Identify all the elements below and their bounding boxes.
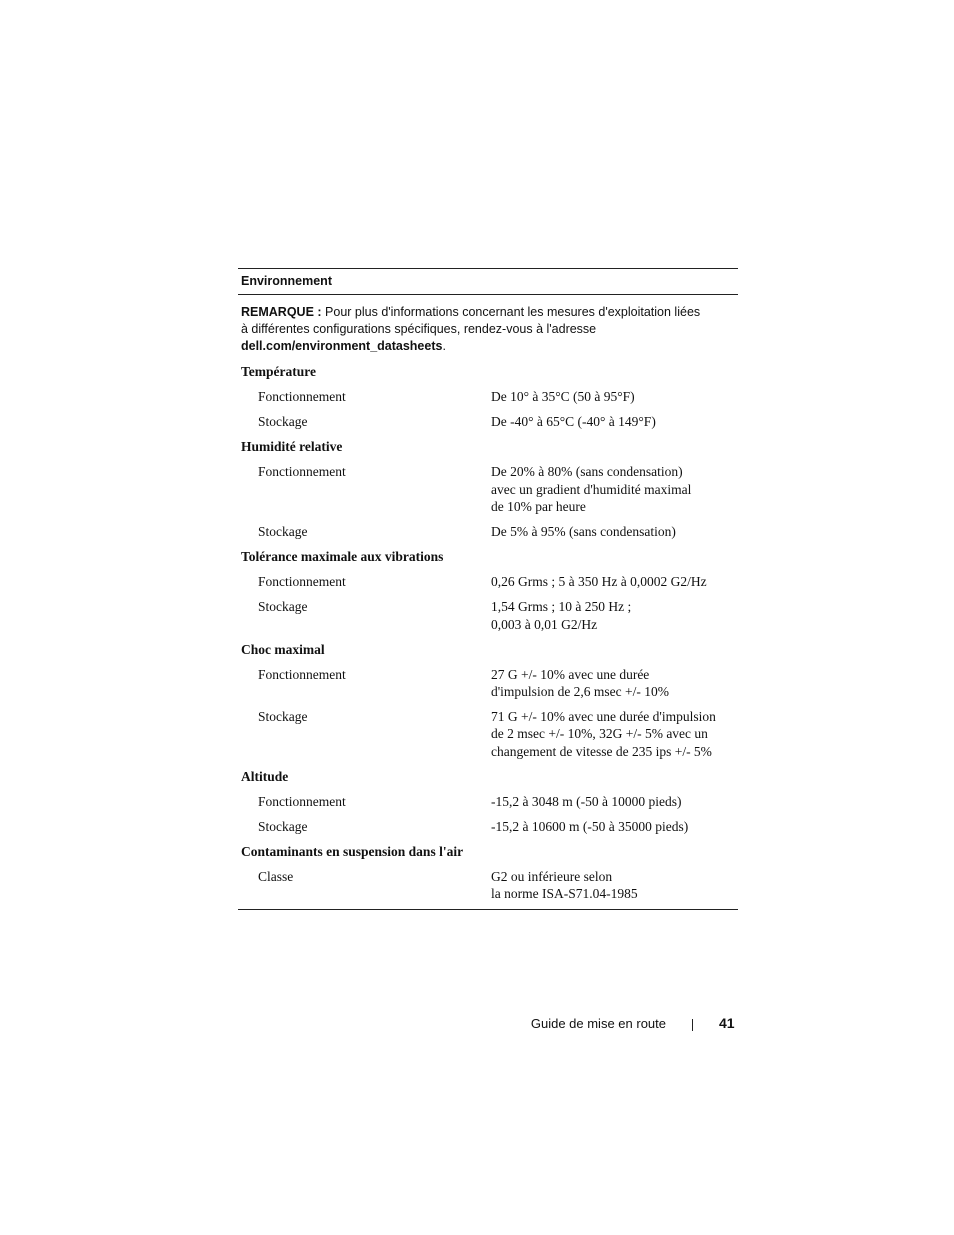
section-title: Humidité relative	[241, 439, 343, 455]
table-row	[238, 708, 738, 760]
footer-guide-title: Guide de mise en route	[530, 1016, 666, 1031]
row-label: Stockage	[258, 599, 308, 615]
note-block	[238, 295, 704, 355]
section-title: Choc maximal	[241, 641, 325, 657]
section-title: Contaminants en suspension dans l'air	[241, 844, 464, 860]
environment-spec-table	[238, 268, 738, 910]
section-title: Altitude	[241, 768, 289, 784]
section-contaminants	[238, 843, 738, 902]
table-row	[238, 388, 738, 405]
row-label: Fonctionnement	[258, 574, 346, 590]
row-label: Fonctionnement	[258, 389, 346, 404]
table-row	[238, 573, 738, 590]
section-title: Température	[241, 364, 316, 379]
footer-divider	[692, 1019, 693, 1031]
table-row	[238, 868, 738, 902]
row-label: Stockage	[258, 414, 308, 430]
row-label: Fonctionnement	[258, 793, 346, 809]
row-value: 0,26 Grms ; 5 à 350 Hz à 0,0002 G2/Hz	[491, 574, 707, 590]
row-value: De 5% à 95% (sans condensation)	[491, 524, 676, 540]
row-value: -15,2 à 3048 m (-50 à 10000 pieds)	[491, 793, 682, 809]
section-altitude	[238, 768, 738, 835]
table-row	[238, 413, 738, 430]
table-row	[238, 666, 738, 700]
row-value: De 20% à 80% (sans condensation) avec un gradient d'humidité maximal de 10% par heure	[491, 464, 692, 514]
note-label: REMARQUE :	[241, 305, 322, 319]
table-row	[238, 793, 738, 810]
row-label: Classe	[258, 869, 294, 885]
section-humidity	[238, 438, 738, 540]
row-value: 27 G +/- 10% avec une durée d'impulsion de 2,6 msec +/- 10%	[491, 666, 670, 700]
row-label: Stockage	[258, 524, 308, 540]
table-row	[238, 523, 738, 540]
section-title: Tolérance maximale aux vibrations	[241, 549, 444, 565]
row-value: De 10° à 35°C (50 à 95°F)	[491, 389, 635, 404]
table-end-spacer	[238, 903, 738, 909]
note-url: dell.com/environment_datasheets	[241, 339, 443, 353]
row-label: Stockage	[258, 709, 308, 725]
section-temperature	[238, 363, 738, 430]
row-label: Fonctionnement	[258, 464, 346, 480]
table-row	[238, 598, 738, 632]
table-header: Environnement	[238, 269, 738, 295]
section-vibration	[238, 548, 738, 633]
note-text: Pour plus d'informations concernant les mesures d'exploitation liées à différentes configurations spécifiques, rendez-vous à l'adresse	[241, 305, 701, 336]
table-row	[238, 818, 738, 835]
row-value: -15,2 à 10600 m (-50 à 35000 pieds)	[491, 819, 689, 835]
row-value: 71 G +/- 10% avec une durée d'impulsion de 2 msec +/- 10%, 32G +/- 5% avec un changement de vitesse de 235 ips +/- 5%	[491, 709, 716, 759]
row-value: De -40° à 65°C (-40° à 149°F)	[491, 414, 656, 430]
note-end: .	[442, 339, 446, 353]
row-value: 1,54 Grms ; 10 à 250 Hz ; 0,003 à 0,01 G2/Hz	[491, 599, 632, 632]
row-label: Fonctionnement	[258, 666, 346, 682]
section-shock	[238, 641, 738, 760]
page-number: 41	[719, 1015, 735, 1031]
page-footer	[0, 1015, 954, 1035]
table-row	[238, 463, 738, 515]
row-value: G2 ou inférieure selon la norme ISA-S71.04-1985	[491, 869, 638, 902]
row-label: Stockage	[258, 819, 308, 835]
